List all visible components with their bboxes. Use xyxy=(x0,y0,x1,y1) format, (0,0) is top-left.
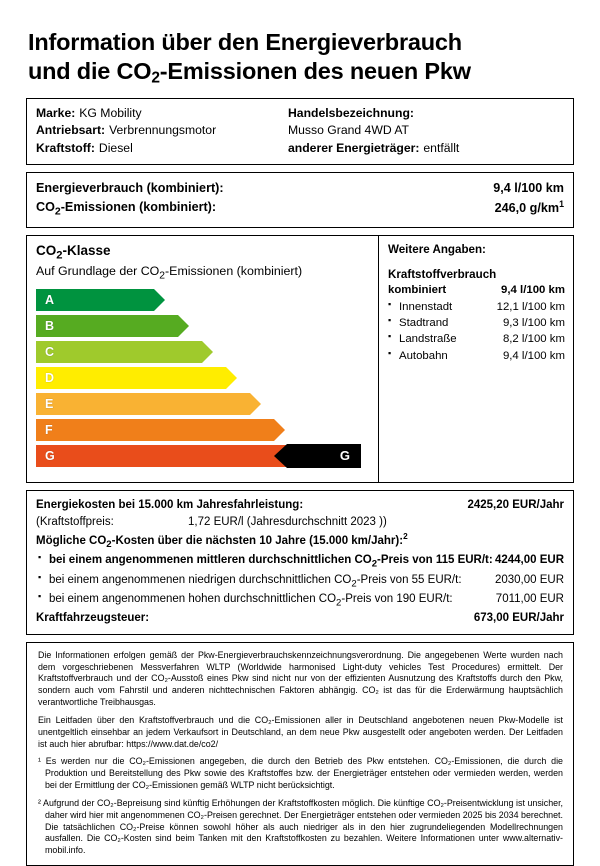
co2-class-bar-letter: G xyxy=(45,448,55,463)
fuel-consumption-row xyxy=(388,282,565,298)
co2-cost-description: ▪ bei einem angenommenen niedrigen durchschnittlichen $CO_2$-Preis von 55 EUR/t: xyxy=(49,573,462,589)
kraftstoff-value: Diesel xyxy=(98,140,133,155)
energieverbrauch-value: 9,4 l/100 km xyxy=(493,180,564,195)
fuel-consumption-heading: Kraftstoffverbrauch xyxy=(388,268,497,282)
vehicle-info-left-column xyxy=(36,105,288,157)
fuel-consumption-value: 9,4 l/100 km xyxy=(502,349,565,362)
co2-emissionen-row xyxy=(36,198,564,220)
co2-class-bar-arrow-icon xyxy=(250,393,261,415)
page-title xyxy=(28,28,574,88)
co2-class-subheading-subscript: 2 xyxy=(159,270,166,282)
fuel-consumption-value: 12,1 l/100 km xyxy=(496,300,565,313)
co2-class-bar-row-e xyxy=(36,391,369,416)
energieverbrauch-label: Energieverbrauch (kombiniert): xyxy=(36,180,224,195)
fuel-consumption-label: ▪ Innenstadt xyxy=(388,299,452,315)
footnote-2: ² Aufgrund der CO₂-Bepreisung sind künftig Erhöhungen der Kraftstoffkosten möglich. Die künftige CO₂-Preisentwicklung ist unsicher, daher wird hier mit angenommenen CO₂-Preisen gerechnet. Der Energieträger entstehen oder vermieden 2025 bis 2034 berechnet. Die tatsächlichen CO₂-Preise können sowohl höher als auch niedriger als in den hier zugrundeliegenden Modellrechnungen ausfallen. Die CO₂-Kosten sind beim Tanken mit den Kraftstoffkosten zu bezahlen. Weitere Informationen unter www.alternativ-mobil.info. xyxy=(38,797,563,856)
co2-class-scale-panel xyxy=(27,236,379,482)
moegliche-b: -Kosten über die nächsten 10 Jahre (15.000 km/Jahr): xyxy=(111,535,404,548)
co2-emissionen-label xyxy=(36,198,216,220)
co2-class-subheading xyxy=(36,264,369,281)
co2-class-box xyxy=(26,235,574,483)
consumption-box xyxy=(26,172,574,228)
fuel-consumption-label: ▪ Landstraße xyxy=(388,331,457,347)
co2-class-bar-f xyxy=(36,419,274,441)
co2-label-subscript: 2 xyxy=(54,205,61,218)
marke-row xyxy=(36,105,288,122)
kraftstoffpreis-row xyxy=(36,514,564,531)
fuel-consumption-row xyxy=(388,348,565,364)
title-line-2 xyxy=(28,57,574,88)
co2-cost-description: ▪ bei einem angenommenen mittleren durchschnittlichen $CO_2$-Preis von 115 EUR/t: xyxy=(49,554,493,570)
moegliche-co2-kosten-heading xyxy=(36,531,564,552)
kfz-steuer-value: 673,00 EUR/Jahr xyxy=(473,611,564,624)
title-line-2-a: und die CO xyxy=(28,57,152,84)
kraftstoff-label: Kraftstoff: xyxy=(36,140,95,155)
marke-value: KG Mobility xyxy=(79,105,142,120)
fuel-consumption-label: ▪ Stadtrand xyxy=(388,315,448,331)
handelsbezeichnung-label-row xyxy=(288,105,564,122)
co2-class-heading-b: -Klasse xyxy=(62,243,111,259)
fuel-consumption-row xyxy=(388,299,565,315)
co2-class-bar-c xyxy=(36,341,202,363)
co2-cost-description: ▪ bei einem angenommenen hohen durchschnittlichen $CO_2$-Preis von 190 EUR/t: xyxy=(49,592,453,609)
co2-class-heading-subscript: 2 xyxy=(56,249,63,262)
anderer-energietraeger-row xyxy=(288,140,564,157)
co2-class-subheading-b: -Emissionen (kombiniert) xyxy=(165,263,303,278)
co2-class-bar-letter: B xyxy=(45,318,55,333)
vehicle-info-right-column xyxy=(288,105,564,157)
title-line-1: Information über den Energieverbrauch xyxy=(28,29,462,55)
co2-cost-value: 2030,00 EUR xyxy=(494,573,564,586)
antriebsart-row xyxy=(36,122,288,139)
co2-cost-rows xyxy=(36,552,564,610)
energiekosten-value: 2425,20 EUR/Jahr xyxy=(467,499,564,512)
fuel-consumption-value: 8,2 l/100 km xyxy=(502,333,565,346)
co2-class-bar-arrow-icon xyxy=(178,315,189,337)
co2-emissionen-value xyxy=(495,198,564,220)
note-paragraph-1: Die Informationen erfolgen gemäß der Pkw-Energieverbrauchskennzeichnungsverordnung. Die angegebenen Werte wurden nach dem vorgeschriebenen Messverfahren WLTP (Worldwide harmonised Light-duty vehicles Test Procedures) ermittelt. Der Kraftstoffverbrauch und der CO₂-Ausstoß eines Pkw sind nicht nur von der effizienten Ausnutzung des Kraftstoffs durch den Pkw, sondern auch vom Fahrstil und anderen nichttechnischen Faktoren abhängig. CO₂ ist das für die Erderwärmung hauptsächlich verantwortliche Treibhausgas. xyxy=(38,649,563,708)
moegliche-footnote: 2 xyxy=(403,532,408,542)
footnote-1: ¹ Es werden nur die CO₂-Emissionen angegeben, die durch den Betrieb des Pkw entstehen. CO₂-Emissionen, die durch die Produktion und Bereitstellung des Pkw sowie des Kraftstoffes bzw. der Energieträger entstehen oder vermieden werden, werden bei der Ermittlung der CO₂-Emissionen gemäß WLTP nicht berücksichtigt. xyxy=(38,756,563,791)
energiekosten-row xyxy=(36,497,564,514)
co2-class-bar-letter: A xyxy=(45,292,55,307)
co2-class-bar-d xyxy=(36,367,226,389)
co2-cost-row xyxy=(36,572,564,591)
fuel-consumption-label: ▪ Autobahn xyxy=(388,348,448,364)
co2-cost-row xyxy=(36,591,564,610)
co2-class-bar-e xyxy=(36,393,250,415)
antriebsart-label: Antriebsart: xyxy=(36,123,106,138)
co2-class-bar-letter: D xyxy=(45,370,55,385)
further-details-heading: Weitere Angaben: xyxy=(388,243,486,257)
vehicle-info-box xyxy=(26,98,574,165)
kfz-steuer-label: Kraftfahrzeugsteuer: xyxy=(36,611,150,624)
anderer-energietraeger-value: entfällt xyxy=(423,140,460,155)
co2-cost-value: 4244,00 EUR xyxy=(494,554,564,567)
kraftstoffpreis-label: (Kraftstoffpreis: xyxy=(36,515,114,528)
kfz-steuer-row xyxy=(36,610,564,627)
moegliche-a: Mögliche CO xyxy=(36,535,107,548)
energiekosten-label: Energiekosten bei 15.000 km Jahresfahrleistung: xyxy=(36,499,304,512)
co2-cost-value: 7011,00 EUR xyxy=(495,592,564,605)
co2-class-bar-b xyxy=(36,315,178,337)
fuel-consumption-row xyxy=(388,315,565,331)
footer-notes-box xyxy=(26,642,574,866)
co2-class-bar-letter: F xyxy=(45,422,53,437)
kraftstoffpreis-value: 1,72 EUR/l (Jahresdurchschnitt 2023 )) xyxy=(188,515,387,528)
co2-label-a: CO xyxy=(36,199,55,214)
co2-value-footnote: 1 xyxy=(559,198,564,209)
co2-class-bar-row-b xyxy=(36,313,369,338)
energieverbrauch-row xyxy=(36,179,564,198)
fuel-consumption-rows xyxy=(388,282,565,364)
moegliche-subscript: 2 xyxy=(106,539,112,551)
co2-class-bar-row-a xyxy=(36,287,369,312)
co2-class-bar-g xyxy=(36,445,298,467)
co2-class-heading xyxy=(36,243,369,262)
further-details-panel xyxy=(379,236,573,482)
co2-class-bar-arrow-icon xyxy=(274,419,285,441)
co2-class-bar-row-c xyxy=(36,339,369,364)
marke-label: Marke: xyxy=(36,105,76,120)
co2-class-subheading-a: Auf Grundlage der CO xyxy=(36,263,160,278)
co2-class-bar-letter: C xyxy=(45,344,55,359)
title-line-2-b: -Emissionen des neuen Pkw xyxy=(159,57,471,84)
co2-class-bar-a xyxy=(36,289,154,311)
note-paragraph-2: Ein Leitfaden über den Kraftstoffverbrauch und die CO₂-Emissionen aller in Deutschland angebotenen neuen Pkw-Modelle ist unentgeltlich einsehbar an jedem Verkaufsort in Deutschland, an dem neue Pkw ausgestellt oder angeboten werden. Der Leitfaden ist auch hier abrufbar: https://www.dat.de/co2/ xyxy=(38,714,563,749)
handelsbezeichnung-value-row xyxy=(288,122,564,139)
co2-class-bar-row-g xyxy=(36,443,369,468)
co2-cost-row xyxy=(36,552,564,571)
handelsbezeichnung-value: Musso Grand 4WD AT xyxy=(288,123,410,138)
co2-label-b: -Emissionen (kombiniert): xyxy=(60,199,217,214)
anderer-energietraeger-label: anderer Energieträger: xyxy=(288,140,420,155)
co2-class-bar-arrow-icon xyxy=(202,341,213,363)
co2-class-bar-row-d xyxy=(36,365,369,390)
kraftstoff-row xyxy=(36,140,288,157)
fuel-consumption-label: kombiniert xyxy=(388,284,447,297)
co2-class-bar-arrow-icon xyxy=(154,289,165,311)
co2-class-bars xyxy=(36,287,369,468)
title-co2-subscript: 2 xyxy=(151,69,160,87)
fuel-consumption-value: 9,3 l/100 km xyxy=(502,316,565,329)
co2-class-marker: G xyxy=(287,444,361,468)
fuel-consumption-value: 9,4 l/100 km xyxy=(501,284,565,297)
antriebsart-value: Verbrennungsmotor xyxy=(109,123,217,138)
co2-value-number: 246,0 g/km xyxy=(494,201,560,216)
co2-class-bar-letter: E xyxy=(45,396,54,411)
handelsbezeichnung-label: Handelsbezeichnung: xyxy=(288,105,414,120)
fuel-consumption-row xyxy=(388,331,565,347)
co2-class-heading-a: CO xyxy=(36,243,57,259)
co2-class-bar-arrow-icon xyxy=(226,367,237,389)
co2-class-bar-row-f xyxy=(36,417,369,442)
costs-box xyxy=(26,490,574,635)
